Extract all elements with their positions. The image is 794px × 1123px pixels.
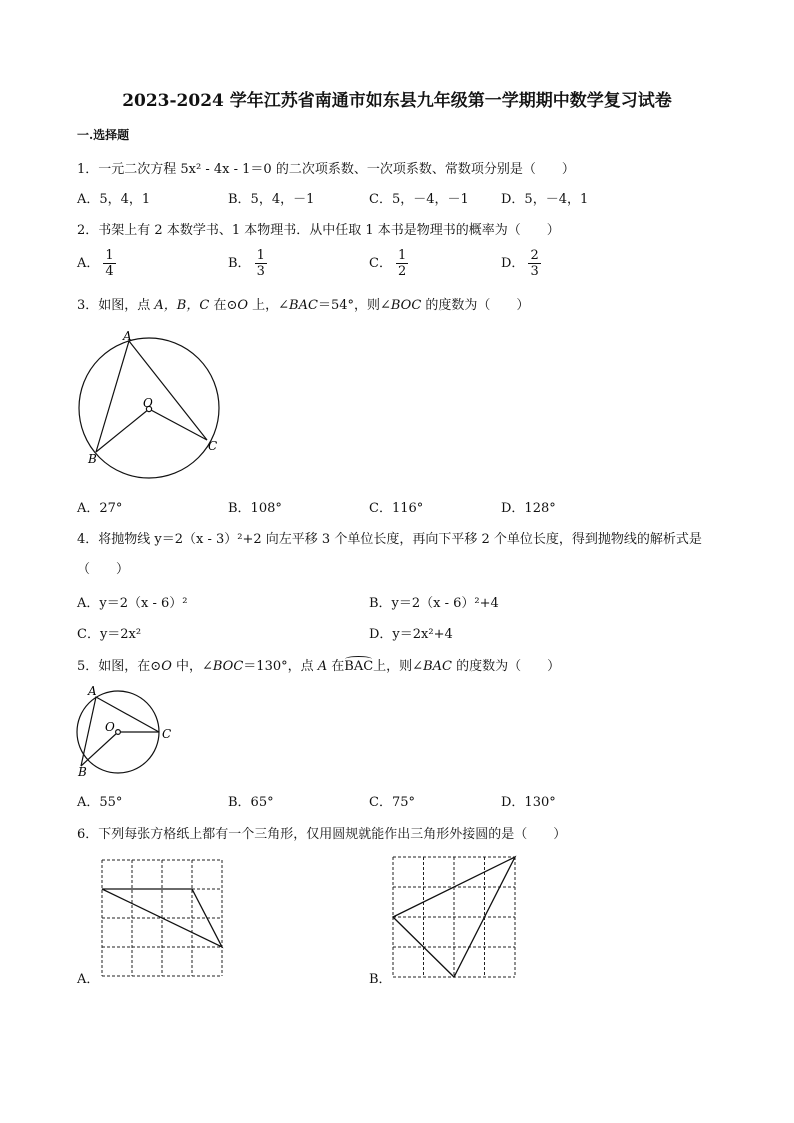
question-1-option-a: A．5，4，1 [77,192,151,207]
question-3-text: BAC [289,298,318,313]
question-2-option-d [501,248,541,279]
question-3-option-c: C．116° [369,501,424,516]
option-letter: A． [77,256,100,271]
question-2-text: 书架上有 2 本数学书、1 本物理书．从中任取 1 本书是物理书的概率为（ ） [98,223,560,238]
option-letter: B． [228,256,251,271]
question-3-text: 如图，点 [98,298,155,313]
dashed-grid [393,857,515,977]
question-3-figure [70,328,250,478]
question-2-option-a [77,248,116,279]
question-4-option-a: A．y＝2（x - 6）² [77,596,188,611]
question-2-option-c [369,248,408,279]
question-3-text: 在⊙ [209,298,238,313]
fraction-denominator: 3 [256,264,265,279]
question-3-text: 的度数为（ ） [421,298,530,313]
question-2-option-b [228,248,267,279]
question-6-option-a: A． [77,972,100,987]
question-6-grid-a [100,858,225,980]
label-o: O [143,396,153,410]
question-5-number: 5． [77,659,99,674]
question-5-option-a: A．55° [77,795,123,810]
question-5-text: O [161,659,172,674]
question-5-text: BAC [423,659,452,674]
option-letter: D． [501,256,525,271]
question-3-option-d: D．128° [501,501,556,516]
question-5-text: 的度数为（ ） [451,659,561,674]
fraction-denominator: 3 [530,264,539,279]
option-letter: C． [369,256,392,271]
question-5-text: 如图，在⊙ [98,659,162,674]
question-5-option-c: C．75° [369,795,415,810]
question-3-option-b: B．108° [228,501,282,516]
fraction [255,248,267,279]
question-5-text: 中，∠ [171,659,213,674]
question-4-text: 将抛物线 y＝2（x - 3）²+2 向左平移 3 个单位长度，再向下平移 2 个单位长度，得到抛物线的解析式是 [98,532,702,547]
fraction-denominator: 2 [397,264,407,279]
question-4-option-d: D．y＝2x²+4 [369,627,453,642]
question-1 [77,158,575,177]
question-6 [77,823,566,842]
question-5-text: 在 [327,659,345,674]
question-5-text: A [317,659,328,674]
question-6-option-b: B． [369,972,392,987]
question-3-option-a: A．27° [77,501,123,516]
fraction [528,248,540,279]
label-c: C [162,727,172,741]
question-5-option-b: B．65° [228,795,274,810]
page-title: 2023-2024 学年江苏省南通市如东县九年级第一学期期中数学复习试卷 [122,91,672,111]
question-4-option-c: C．y＝2x² [77,627,142,642]
fraction-numerator: 1 [397,248,407,263]
question-4-answer-blank: （ ） [77,562,130,577]
label-b: B [88,452,97,466]
question-2-number: 2． [77,223,99,238]
question-6-text: 下列每张方格纸上都有一个三角形，仅用圆规就能作出三角形外接圆的是（ ） [98,827,567,842]
question-4-option-b: B．y＝2（x - 6）²+4 [369,596,499,611]
question-1-text: 一元二次方程 5x² - 4x - 1＝0 的二次项系数、一次项系数、常数项分别是（ ） [98,162,575,177]
question-3 [77,294,529,313]
question-5-text: BOC [212,659,244,674]
question-1-option-b: B．5，4，－1 [228,192,315,207]
question-3-text: BOC [390,298,422,313]
label-a: A [88,684,97,698]
label-o: O [105,720,115,734]
question-4-number: 4． [77,532,99,547]
fraction-denominator: 4 [105,264,114,279]
question-5-figure [72,684,182,780]
question-3-text: ＝54°，则∠ [317,298,391,313]
fraction [396,248,408,279]
question-1-option-d: D．5，－4，1 [501,192,589,207]
question-2 [77,219,560,238]
question-1-option-c: C．5，－4，－1 [369,192,469,207]
arc-label: BAC [344,659,374,674]
question-4 [77,528,702,547]
label-c: C [208,439,218,453]
question-3-number: 3． [77,298,99,313]
question-5-option-d: D．130° [501,795,556,810]
fraction-numerator: 2 [530,248,539,263]
question-6-number: 6． [77,827,99,842]
question-5-text: ＝130°，点 [243,659,318,674]
question-1-number: 1． [77,162,99,177]
central-angle-lines [96,409,207,452]
fraction [103,248,115,279]
question-3-text: 上，∠ [248,298,290,313]
label-b: B [78,765,87,779]
fraction-numerator: 1 [105,248,114,263]
label-a: A [123,329,132,343]
question-5-text: 上，则∠ [373,659,424,674]
fraction-numerator: 1 [256,248,265,263]
question-3-text: A，B，C [154,298,210,313]
center-point [116,730,121,735]
question-6-grid-b [391,855,519,981]
question-5 [77,655,560,674]
question-3-text: O [237,298,249,313]
section-heading: 一.选择题 [77,128,130,142]
